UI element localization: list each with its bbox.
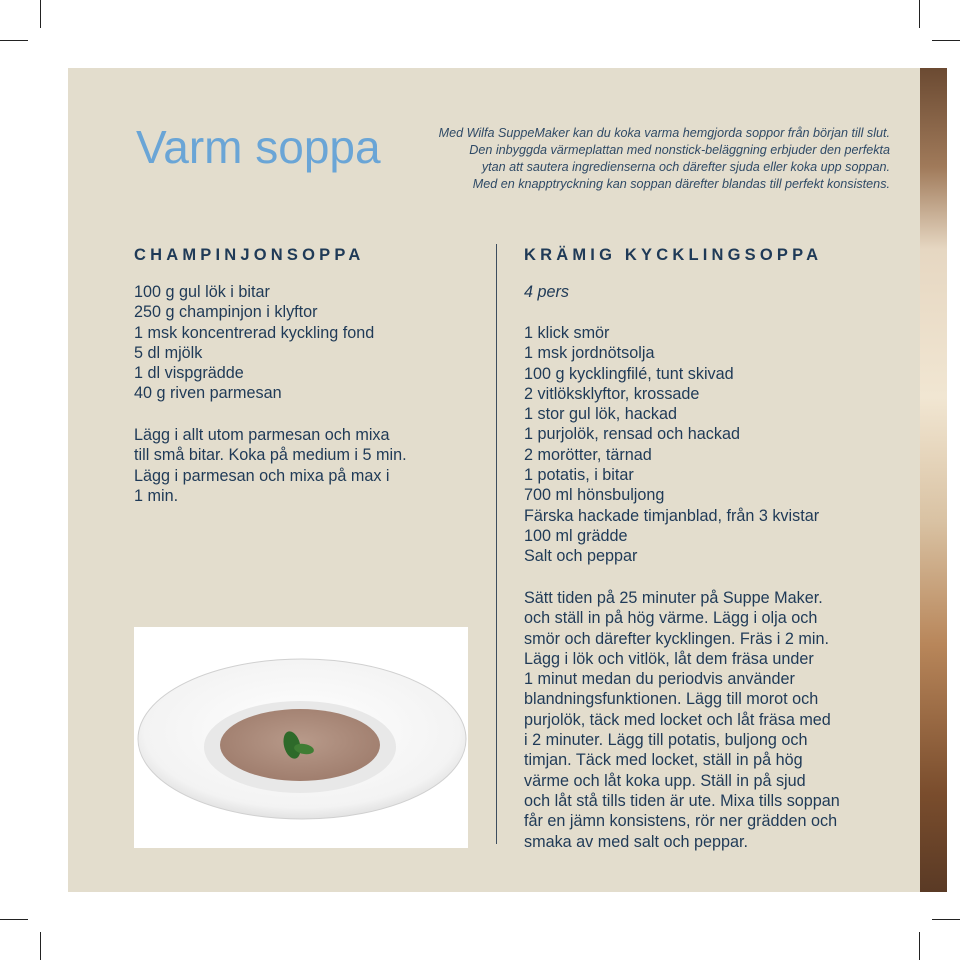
instruction-line: i 2 minuter. Lägg till potatis, buljong och (524, 731, 808, 750)
crop-mark-top-left-h (0, 40, 28, 41)
intro-line: Den inbyggda värmeplattan med nonstick-beläggning erbjuder den perfekta (469, 143, 890, 157)
recipe2-instructions (524, 588, 840, 852)
intro-text (370, 125, 890, 193)
soup-bowl-illustration (134, 627, 468, 848)
ingredient-line: 250 g champinjon i klyftor (134, 303, 318, 322)
crop-mark-bottom-left-h (0, 919, 28, 920)
photo-edge-strip (920, 68, 947, 892)
intro-line: ytan att sautera ingredienserna och därefter sjuda eller koka upp soppan. (481, 160, 890, 174)
recipe1-instructions (134, 425, 407, 506)
instruction-line: smör och därefter kycklingen. Fräs i 2 min. (524, 629, 829, 648)
ingredient-line: 100 g kycklingfilé, tunt skivad (524, 364, 734, 383)
instruction-line: blandningsfunktionen. Lägg till morot och (524, 690, 819, 709)
ingredient-line: 5 dl mjölk (134, 343, 203, 362)
instruction-line: Lägg i parmesan och mixa på max i (134, 466, 390, 485)
ingredient-line: 1 dl vispgrädde (134, 364, 244, 383)
recipe1-heading: CHAMPINJONSOPPA (134, 246, 365, 264)
instruction-line: purjolök, täck med locket och låt fräsa med (524, 710, 831, 729)
recipe2-ingredients (524, 323, 819, 567)
ingredient-line: 1 stor gul lök, hackad (524, 405, 677, 424)
instruction-line: Lägg i lök och vitlök, låt dem fräsa under (524, 649, 814, 668)
ingredient-line: 2 morötter, tärnad (524, 445, 652, 464)
ingredient-line: 100 g gul lök i bitar (134, 283, 270, 301)
crop-mark-bottom-right-v (919, 932, 920, 960)
ingredient-line: 100 ml grädde (524, 526, 628, 545)
soup-bowl-image (134, 627, 468, 848)
instruction-line: Lägg i allt utom parmesan och mixa (134, 426, 390, 444)
crop-mark-bottom-right-h (932, 919, 960, 920)
ingredient-line: 1 msk jordnötsolja (524, 344, 655, 363)
intro-line: Med en knapptryckning kan soppan därefter blandas till perfekt konsistens. (472, 177, 890, 191)
crop-mark-top-left-v (40, 0, 41, 28)
instruction-line: smaka av med salt och peppar. (524, 832, 749, 851)
ingredient-line: 1 potatis, i bitar (524, 466, 634, 485)
instruction-line: timjan. Täck med locket, ställ in på hög (524, 751, 803, 770)
ingredient-line: 1 purjolök, rensad och hackad (524, 425, 740, 444)
intro-line: Med Wilfa SuppeMaker kan du koka varma hemgjorda soppor från början till slut. (438, 126, 890, 140)
page-title: Varm soppa (136, 121, 381, 173)
ingredient-line: Salt och peppar (524, 547, 638, 566)
instruction-line: får en jämn konsistens, rör ner grädden och (524, 812, 838, 831)
ingredient-line: 40 g riven parmesan (134, 384, 282, 403)
instruction-line: Sätt tiden på 25 minuter på Suppe Maker. (524, 589, 823, 607)
ingredient-line: 2 vitlöksklyftor, krossade (524, 384, 700, 403)
recipe1-ingredients (134, 282, 374, 404)
recipe2-servings: 4 pers (524, 283, 569, 301)
recipe2-heading: KRÄMIG KYCKLINGSOPPA (524, 246, 823, 264)
instruction-line: värme och låt koka upp. Ställ in på sjud (524, 771, 806, 790)
crop-mark-top-right-v (919, 0, 920, 28)
crop-mark-bottom-left-v (40, 932, 41, 960)
column-divider (496, 244, 497, 844)
crop-mark-top-right-h (932, 40, 960, 41)
ingredient-line: Färska hackade timjanblad, från 3 kvistar (524, 506, 820, 525)
ingredient-line: 1 msk koncentrerad kyckling fond (134, 323, 375, 342)
instruction-line: 1 min. (134, 486, 179, 505)
instruction-line: och ställ in på hög värme. Lägg i olja och (524, 609, 818, 628)
ingredient-line: 1 klick smör (524, 324, 610, 342)
instruction-line: till små bitar. Koka på medium i 5 min. (134, 446, 407, 465)
instruction-line: och låt stå tills tiden är ute. Mixa tills soppan (524, 791, 840, 810)
ingredient-line: 700 ml hönsbuljong (524, 486, 665, 505)
instruction-line: 1 minut medan du periodvis använder (524, 670, 795, 689)
